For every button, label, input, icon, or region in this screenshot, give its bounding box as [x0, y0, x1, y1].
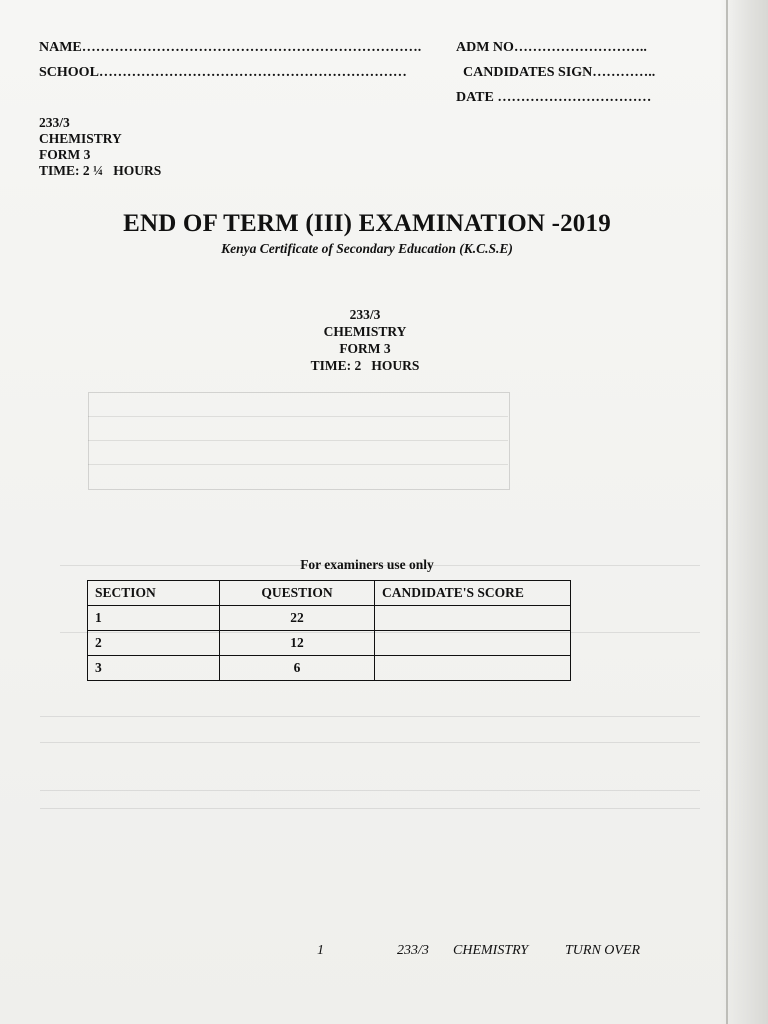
- school-field[interactable]: SCHOOL…………………………………………………………: [39, 65, 407, 80]
- center-time: TIME: 2 HOURS: [310, 358, 420, 373]
- name-field[interactable]: NAME……………………………………………………………….: [39, 40, 422, 55]
- score-table: [87, 580, 571, 681]
- bleedthrough-line: [40, 742, 700, 743]
- bleedthrough-line: [40, 790, 700, 791]
- turn-over: TURN OVER: [565, 943, 641, 958]
- table-row: [88, 656, 571, 681]
- bleedthrough-line: [40, 716, 700, 717]
- center-subject: CHEMISTRY: [323, 324, 407, 339]
- date-field[interactable]: DATE ……………………………: [456, 90, 652, 105]
- subject-name: CHEMISTRY: [39, 131, 122, 146]
- header-score: CANDIDATE'S SCORE: [375, 581, 571, 606]
- bleedthrough-line: [88, 440, 508, 441]
- table-row: [88, 606, 571, 631]
- header-question: QUESTION: [220, 581, 375, 606]
- bleedthrough-line: [88, 464, 508, 465]
- question-cell: 12: [220, 631, 375, 656]
- bleedthrough-line: [88, 416, 508, 417]
- candidate-sign-field[interactable]: CANDIDATES SIGN…………..: [463, 65, 656, 80]
- section-cell: 3: [88, 656, 220, 681]
- score-cell[interactable]: [375, 606, 571, 631]
- table-header-row: [88, 581, 571, 606]
- time-allowed: TIME: 2 ¼ HOURS: [39, 163, 162, 178]
- section-cell: 1: [88, 606, 220, 631]
- exam-subtitle: Kenya Certificate of Secondary Education (K.C.S.E): [221, 241, 513, 256]
- header-section: SECTION: [88, 581, 220, 606]
- bleedthrough-line: [40, 808, 700, 809]
- question-cell: 6: [220, 656, 375, 681]
- table-row: [88, 631, 571, 656]
- paper-code: 233/3: [39, 115, 70, 130]
- page-number: 1: [317, 943, 324, 958]
- examiners-heading: For examiners use only: [300, 557, 434, 572]
- center-form: FORM 3: [339, 341, 391, 356]
- adm-no-field[interactable]: ADM NO………………………..: [456, 40, 647, 55]
- center-meta: [265, 306, 465, 374]
- bleedthrough-table: [88, 392, 510, 490]
- center-paper-code: 233/3: [349, 307, 381, 322]
- score-cell[interactable]: [375, 631, 571, 656]
- question-cell: 22: [220, 606, 375, 631]
- footer-subject: CHEMISTRY: [453, 943, 529, 958]
- score-cell[interactable]: [375, 656, 571, 681]
- footer-code: 233/3: [397, 943, 429, 958]
- exam-title: END OF TERM (III) EXAMINATION -2019: [123, 210, 611, 237]
- form-level: FORM 3: [39, 147, 91, 162]
- page-fold-line: [726, 0, 728, 1024]
- section-cell: 2: [88, 631, 220, 656]
